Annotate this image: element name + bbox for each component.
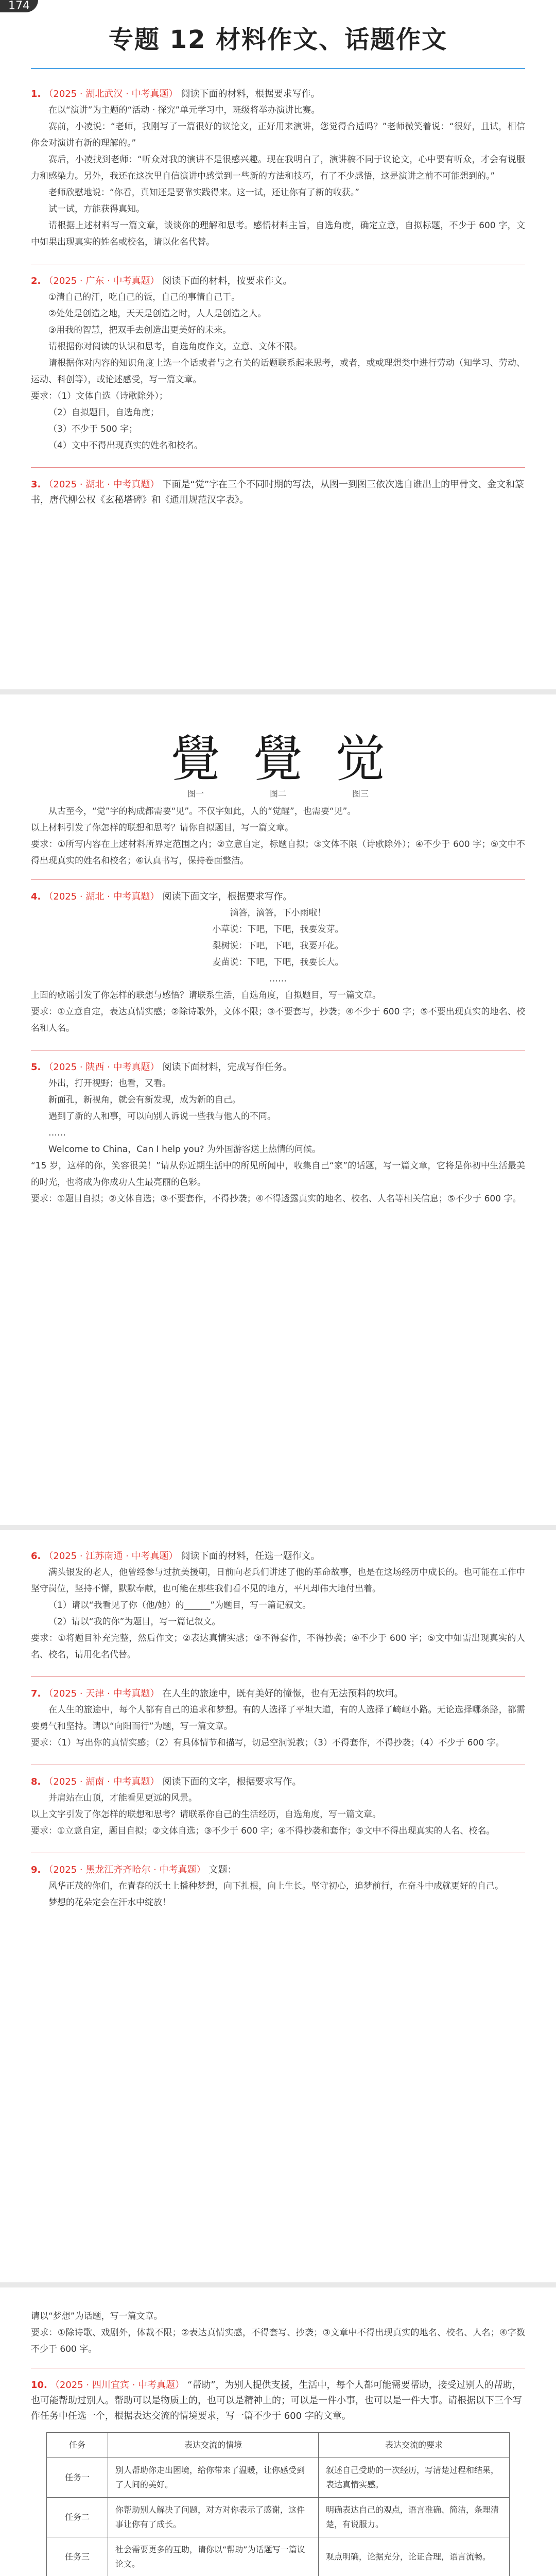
question-source: （2025 · 天津 · 中考真题） (44, 1688, 160, 1699)
paragraph: 以上文字引发了你怎样的联想和思考？请联系你自己的生活经历，自选角度，写一篇文章。 (31, 1809, 381, 1820)
page-4 (0, 2287, 556, 2576)
question-source: （2025 · 陕西 · 中考真题） (44, 1062, 160, 1073)
divider (31, 1676, 525, 1677)
poem-line: 梨树说：下吧，下吧，我要开花。 (212, 941, 344, 951)
glyph-figure (31, 731, 525, 799)
question-1 (31, 87, 525, 250)
question-source: （2025 · 湖北 · 中考真题） (44, 479, 160, 490)
table-cell: 别人帮助你走出困境，给你带来了温暖，让你感受到了人间的美好。 (108, 2458, 319, 2498)
table-cell: 叙述自己受助的一次经历，写清楚过程和结果，表达真情实感。 (318, 2458, 509, 2498)
table-cell: 观点明确，论据充分，论证合理，语言流畅。 (318, 2537, 509, 2576)
question-source: （2025 · 江苏南通 · 中考真题） (44, 1551, 178, 1562)
paragraph: （1）请以“我看见了你（他/她）的______”为题目，写一篇记叙文。 (48, 1600, 311, 1611)
paragraph: ③用我的智慧，把双手去创造出更美好的未来。 (48, 325, 232, 335)
paragraph: 要求：①除诗歌、戏剧外，体裁不限；②表达真情实感，不得套写、抄袭；③文章中不得出现真实的地名、校名、人名；④字数不少于 600 字。 (31, 2328, 525, 2354)
poem-line: …… (269, 974, 287, 984)
paragraph: 要求：①立意自定，题目自拟；②文体自选；③不少于 600 字；④不得抄袭和套作；⑤文中不得出现真实的人名、校名。 (31, 1826, 495, 1836)
page-title: 专题 12 材料作文、话题作文 (108, 25, 448, 54)
paragraph: 赛后，小凌找到老师：“听众对我的演讲不是很感兴趣。现在我明白了，演讲稿不同于议论文，心中要有听众，才会有说服力和感染力。另外，我还在这次里自信演讲中感觉到一些新的方法和技巧，有了不少感悟，这是演讲之前不可能想到的。” (31, 155, 525, 181)
question-prompt: 阅读下面的材料，按要求作文。 (162, 276, 292, 286)
table-cell: 明确表达自己的观点，语言准确、简洁，条理清楚，有说服力。 (318, 2498, 509, 2537)
paragraph: ①清自己的汗，吃自己的饭，自己的事情自己干。 (48, 292, 240, 302)
question-7 (31, 1686, 525, 1751)
paragraph: 在以“演讲”为主题的“活动 · 探究”单元学习中，班级将举办演讲比赛。 (48, 105, 320, 115)
question-prompt: 阅读下面的文字，根据要求写作。 (162, 1776, 302, 1787)
table-cell: 你帮助别人解决了问题，对方对你表示了感谢，这件事让你有了成长。 (108, 2498, 319, 2537)
glyph-char: 覺 (171, 730, 220, 788)
question-5 (31, 1060, 525, 1207)
poem-line: 小草说：下吧，下吧，我要发芽。 (212, 924, 344, 935)
question-number: 3. (31, 479, 41, 490)
glyph-2 (242, 731, 314, 799)
question-prompt: “帮助”，为别人提供支援，生活中，每个人都可能需要帮助，接受过别人的帮助，也可能帮助过别人。帮助可以是物质上的，也可以是精神上的；可以是一件小事，也可以是一件大事。请根据以下三个写作任务中任选一个，根据表达交流的情境要求，写一篇不少于 600 字的文章。 (31, 2380, 522, 2421)
page-3 (0, 1530, 556, 2282)
question-10 (31, 2378, 525, 2576)
table-cell: 社会需要更多的互助，请你以“帮助”为话题写一篇议论文。 (108, 2537, 319, 2576)
table-cell: 任务一 (47, 2458, 108, 2498)
paragraph: 上面的歌谣引发了你怎样的联想与感悟？请联系生活，自选角度，自拟题目，写一篇文章。 (31, 990, 381, 1001)
question-3 (31, 477, 525, 508)
paragraph: 梦想的花朵定会在汗水中绽放！ (48, 1897, 171, 1908)
paragraph: 从古至今，“觉”字的构成都需要“见”。不仅字如此，人的“觉醒”，也需要“见”。 (48, 806, 356, 817)
paragraph: 赛前，小凌说：“老师，我刚写了一篇很好的议论文，正好用来演讲，您觉得合适吗？”老师微笑着说：“很好，且试，相信你会对演讲有新的理解的。” (31, 122, 525, 148)
question-4 (31, 889, 525, 1037)
paragraph: 遇到了新的人和事，可以向别人诉说一些我与他人的不同。 (48, 1111, 276, 1122)
paragraph: 要求：①题目自拟；②文体自选；③不要套作，不得抄袭；④不得透露真实的地名、校名、人名等相关信息；⑤不少于 600 字。 (31, 1194, 522, 1204)
paragraph: 要求：①所写内容在上述材料所界定范围之内；②立意自定，标题自拟；③文体不限（诗歌除外）；④不少于 600 字；⑤文中不得出现真实的姓名和校名；⑥认真书写，保持卷面整洁。 (31, 839, 525, 866)
paragraph: 满头银发的老人，他曾经参与过抗美援朝，日前向老兵们讲述了他的革命故事，也是在这场经历中成长的。也可能在工作中坚守岗位，坚持不懈，默默奉献，也可能在那些我们看不见的地方，平凡却伟大地付出着。 (31, 1567, 525, 1594)
page-number: 174 (0, 0, 38, 12)
paragraph: 请根据上述材料写一篇文章，谈谈你的理解和思考。感悟材料主旨，自选角度，确定立意，自拟标题，不少于 600 字，文中如果出现真实的姓名或校名，请以化名代替。 (31, 221, 525, 247)
paragraph: 以上材料引发了你怎样的联想和思考？请你自拟题目，写一篇文章。 (31, 823, 293, 833)
question-prompt: 阅读下面的材料，任选一题作文。 (181, 1551, 320, 1562)
task-table (46, 2432, 510, 2576)
page-2 (0, 694, 556, 1525)
question-8 (31, 1774, 525, 1839)
question-prompt: 阅读下面文字，根据要求写作。 (162, 891, 292, 902)
table-row (47, 2458, 510, 2498)
question-number: 7. (31, 1688, 41, 1699)
table-row (47, 2498, 510, 2537)
paragraph: 并肩站在山顶，才能看见更远的风景。 (48, 1793, 197, 1803)
question-prompt: 文题： (208, 1865, 237, 1875)
question-source: （2025 · 四川宜宾 · 中考真题） (50, 2380, 185, 2391)
paragraph: …… (48, 1128, 66, 1138)
paragraph: Welcome to China，Can I help you? 为外国游客送上热情的问候。 (48, 1144, 321, 1155)
page-1 (0, 0, 556, 689)
content-2 (31, 715, 525, 1221)
paragraph: （2）自拟题目，自选角度； (48, 408, 159, 418)
glyph-caption: 图一 (187, 789, 204, 799)
content-1 (31, 87, 525, 521)
content-4 (31, 2308, 525, 2576)
poem-line: 麦苗说：下吧，下吧，我要长大。 (212, 957, 344, 968)
title-divider (31, 68, 525, 69)
table-header-row (47, 2433, 510, 2458)
question-source: （2025 · 湖北 · 中考真题） (44, 891, 160, 902)
table-header: 表达交流的要求 (318, 2433, 509, 2458)
question-source: （2025 · 广东 · 中考真题） (44, 276, 160, 286)
paragraph: 要求：（1）文体自选（诗歌除外）； (31, 391, 168, 401)
paragraph: ②处处是创造之地，天天是创造之时，人人是创造之人。 (48, 309, 267, 319)
paragraph: （4）文中不得出现真实的姓名和校名。 (48, 440, 203, 451)
table-row (47, 2537, 510, 2576)
poem (31, 905, 525, 987)
question-9 (31, 1862, 525, 1911)
glyph-1 (160, 731, 232, 799)
glyph-caption: 图二 (269, 789, 286, 799)
content-3 (31, 1549, 525, 1924)
paragraph: 老师欣慰地说：“你看，真知还是要靠实践得来。这一试，还让你有了新的收获。” (48, 188, 360, 198)
table-header: 任务 (47, 2433, 108, 2458)
question-number: 6. (31, 1551, 41, 1562)
paragraph: 要求：①将题目补充完整，然后作文；②表达真情实感；③不得套作，不得抄袭；④不少于 600 字；⑤文中如需出现真实的人名、校名，请用化名代替。 (31, 1633, 525, 1660)
question-number: 5. (31, 1062, 41, 1073)
paragraph: 在人生的旅途中，每个人都有自己的追求和梦想。有的人选择了平坦大道，有的人选择了崎岖小路。无论选择哪条路，都需要勇气和坚持。请以“向阳而行”为题，写一篇文章。 (31, 1705, 525, 1732)
table-cell: 任务二 (47, 2498, 108, 2537)
paragraph: （2）请以“我的你”为题目，写一篇记叙文。 (48, 1617, 221, 1627)
paragraph: 要求：①立意自定，表达真情实感；②除诗歌外，文体不限；③不要套写，抄袭；④不少于 600 字；⑤不要出现真实的地名、校名和人名。 (31, 1007, 525, 1033)
table-header: 表达交流的情境 (108, 2433, 319, 2458)
paragraph: 试一试，方能获得真知。 (48, 204, 145, 214)
question-prompt: 阅读下面材料，完成写作任务。 (162, 1062, 292, 1073)
poem-line: 滴答，滴答，下小雨啦！ (230, 908, 326, 918)
glyph-caption: 图三 (352, 789, 369, 799)
divider (31, 879, 525, 880)
paragraph: 外出，打开视野；也看，又看。 (48, 1078, 171, 1089)
paragraph: 新面孔，新视角，就会有新发现，成为新的自己。 (48, 1095, 241, 1105)
question-source: （2025 · 湖南 · 中考真题） (44, 1776, 160, 1787)
paragraph: 请以“梦想”为话题，写一篇文章。 (31, 2311, 163, 2321)
glyph-char: 覺 (253, 730, 303, 788)
question-2 (31, 274, 525, 454)
question-source: （2025 · 湖北武汉 · 中考真题） (44, 89, 178, 99)
question-6 (31, 1549, 525, 1663)
paragraph: （3）不少于 500 字； (48, 424, 138, 434)
paragraph: 要求：（1）写出你的真情实感；（2）有具体情节和描写，切忌空洞说教；（3）不得套作，不得抄袭；（4）不少于 600 字。 (31, 1738, 505, 1748)
question-prompt: 下面是“觉”字在三个不同时期的写法，从图一到图三依次选自谁出土的甲骨文、金文和篆书，唐代柳公权《玄秘塔碑》和《通用规范汉字表》。 (31, 479, 525, 505)
question-number: 2. (31, 276, 41, 286)
paragraph: 请根据你对内容的知识角度上选一个话或者与之有关的话题联系起来思考，或者，或或理想类中进行劳动（知学习、劳动、运动、科创等），或论述感受，写一篇文章。 (31, 358, 525, 385)
paragraph: 风华正茂的你们，在青春的沃土上播种梦想，向下扎根，向上生长。坚守初心，追梦前行，在奋斗中成就更好的自己。 (48, 1881, 503, 1891)
question-number: 4. (31, 891, 41, 902)
question-number: 10. (31, 2380, 47, 2391)
question-prompt: 阅读下面的材料，根据要求写作。 (181, 89, 320, 99)
question-number: 8. (31, 1776, 41, 1787)
divider (31, 467, 525, 468)
question-number: 1. (31, 89, 41, 99)
question-prompt: 在人生的旅途中，既有美好的憧憬，也有无法预料的坎坷。 (162, 1688, 404, 1699)
table-cell: 任务三 (47, 2537, 108, 2576)
glyph-char: 觉 (336, 730, 385, 788)
glyph-3 (324, 731, 396, 799)
question-number: 9. (31, 1865, 41, 1875)
paragraph: “15 岁，这样的你，笑容很美！”请从你近期生活中的所见所闻中，收集自己“家”的话题，写一篇文章，它将是你初中生活最美的时光，也将成为你成功人生最亮丽的色彩。 (31, 1161, 525, 1188)
paragraph: 请根据你对阅读的认识和思考，自选角度作文，立意、文体不限。 (48, 342, 302, 352)
question-source: （2025 · 黑龙江齐齐哈尔 · 中考真题） (44, 1865, 206, 1875)
